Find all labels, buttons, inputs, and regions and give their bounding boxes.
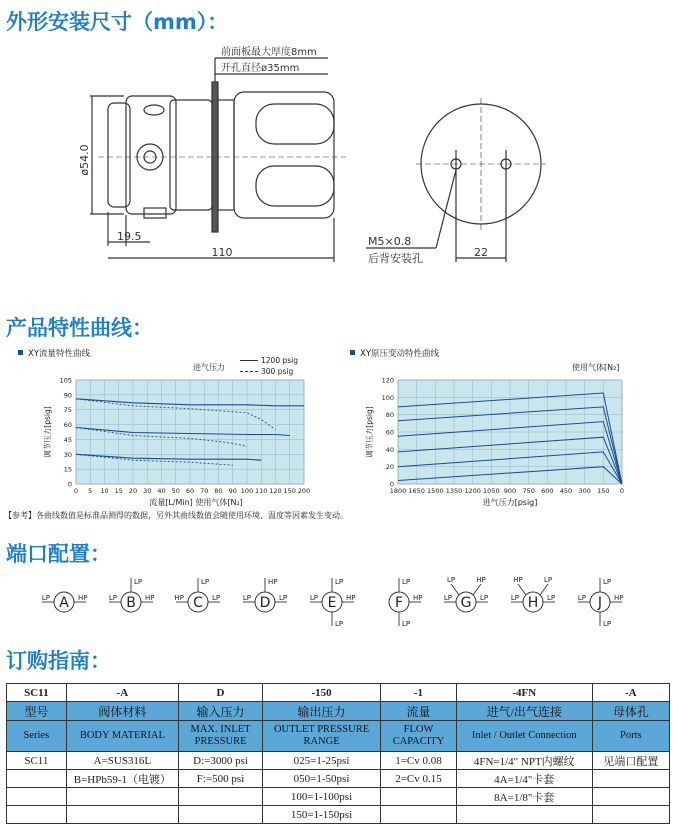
chart-pressure-xtick: 1800	[389, 487, 407, 495]
table-cell: B=HPb59-1（电镀）	[66, 770, 178, 788]
port-label: HP	[614, 594, 624, 602]
port-config-b	[109, 578, 155, 612]
chart-pressure-ytick: 100	[381, 393, 394, 402]
table-cell	[592, 788, 669, 806]
chart-pressure-xtick: 300	[578, 487, 591, 495]
table-cell	[592, 770, 669, 788]
chart-flow-xtick: 10	[100, 487, 109, 495]
table-row-codes	[7, 684, 670, 702]
chart-flow-xtick: 120	[269, 487, 282, 495]
table-cell: 阀体材料	[66, 702, 178, 721]
table-cell: A=SUS316L	[66, 752, 178, 770]
port-letter: H	[527, 595, 539, 611]
port-label: HP	[513, 576, 523, 584]
section-title-ordering: 订购指南：	[6, 649, 111, 673]
section-title-curves: 产品特性曲线：	[6, 316, 153, 340]
table-cell	[179, 788, 263, 806]
chart-flow-xtick: 0	[73, 487, 79, 495]
table-row	[7, 806, 670, 824]
chart-flow-xtick: 30	[143, 487, 152, 495]
port-label: HP	[413, 594, 423, 602]
table-cell	[66, 806, 178, 824]
port-letter: F	[394, 595, 404, 611]
table-cell	[381, 788, 457, 806]
table-cell: -1	[381, 684, 457, 702]
port-letter: E	[327, 595, 337, 611]
port-letter: B	[126, 595, 136, 611]
table-cell: D	[179, 684, 263, 702]
port-label: LP	[309, 594, 318, 602]
table-row-headers-en	[7, 721, 670, 752]
table-cell: 8A=1/8"卡套	[456, 788, 592, 806]
chart-flow-xtick: 200	[297, 487, 311, 495]
table-cell: -4FN	[456, 684, 592, 702]
table-cell: -A	[66, 684, 178, 702]
dim-22-label: 22	[474, 246, 488, 259]
port-letter: C	[193, 595, 203, 611]
order-table	[6, 683, 670, 824]
chart-pressure-xtick: 600	[541, 487, 554, 495]
table-cell: 150=1-150psi	[263, 806, 381, 824]
port-config-e	[310, 578, 356, 628]
chart-flow-legend-2: 300 psig	[240, 367, 293, 376]
table-cell: 2=Cv 0.15	[381, 770, 457, 788]
port-configurations	[0, 568, 678, 638]
table-cell: 1=Cv 0.08	[381, 752, 457, 770]
port-letter: A	[59, 595, 69, 611]
table-cell	[7, 788, 67, 806]
table-cell: Ports	[592, 721, 669, 752]
chart-pressure-xtick: 1650	[408, 487, 425, 495]
port-label: LP	[603, 578, 612, 586]
port-label: HP	[476, 576, 486, 584]
chart-flow-xtick: 60	[185, 487, 195, 495]
chart-flow-xtick: 110	[255, 487, 268, 495]
port-label: LP	[480, 594, 489, 602]
table-cell: -150	[263, 684, 381, 702]
chart-flow-xtick: 90	[228, 487, 237, 495]
chart-pressure-ytick: 120	[381, 376, 394, 385]
port-label: LP	[443, 594, 452, 602]
chart-flow-xtick: 40	[157, 487, 166, 495]
chart-flow-xtick: 80	[214, 487, 223, 495]
table-cell: OUTLET PRESSURE RANGE	[263, 721, 381, 752]
section-title-dimensions: 外形安装尺寸（mm）：	[6, 10, 229, 34]
chart-flow-xtick: 5	[88, 487, 93, 495]
dim-110-label: 110	[211, 246, 233, 259]
port-label: LP	[446, 576, 456, 584]
chart-pressure-xtick: 900	[503, 487, 517, 495]
port-config-d	[243, 578, 287, 612]
chart-flow-xtick: 50	[171, 487, 180, 495]
table-cell: 母体孔	[592, 702, 669, 721]
port-label: HP	[174, 594, 184, 602]
chart-flow-plot	[40, 372, 320, 512]
dim-19-5-label: 19.5	[117, 230, 142, 243]
chart-pressure-ytick: 20	[385, 463, 394, 472]
port-label: LP	[201, 578, 210, 586]
reference-note: 【参考】各曲线数值是标准品测得的数据，另外其曲线数值会随使用环境、温度等因素发生变动。	[4, 511, 348, 520]
port-label: LP	[134, 578, 143, 586]
port-config-c	[175, 578, 221, 612]
table-cell: 型号	[7, 702, 67, 721]
table-cell: -A	[592, 684, 669, 702]
chart-pressure-xtick: 1050	[483, 487, 500, 495]
table-cell: 输出压力	[263, 702, 381, 721]
chart-flow-title: XY流量特性曲线	[18, 347, 90, 359]
table-cell: SC11	[7, 684, 67, 702]
port-config-a	[42, 592, 88, 612]
chart-pressure-xtick: 150	[597, 487, 610, 495]
chart-flow-xtick: 100	[240, 487, 254, 495]
table-cell: 见端口配置	[592, 752, 669, 770]
table-cell: FLOW CAPACITY	[381, 721, 457, 752]
port-label: LP	[212, 594, 221, 602]
chart-pressure-xtick: 1500	[427, 487, 444, 495]
chart-flow-xtick: 150	[283, 487, 296, 495]
chart-pressure-ytick: 0	[389, 480, 394, 489]
chart-flow-ylabel: 调节压力[psig]	[43, 406, 52, 458]
port-label: LP	[543, 576, 553, 584]
port-label: LP	[402, 578, 411, 586]
chart-pressure-xtick: 750	[522, 487, 535, 495]
port-label: LP	[279, 594, 288, 602]
table-cell: 025=1-25psi	[263, 752, 381, 770]
port-label: LP	[41, 594, 50, 602]
dimension-drawing	[0, 35, 678, 300]
thread-label: M5×0.8	[368, 235, 412, 248]
port-label: LP	[603, 620, 612, 628]
table-cell	[592, 806, 669, 824]
chart-flow-legend-1: 1200 psig	[240, 356, 298, 365]
port-label: LP	[547, 594, 556, 602]
table-cell: 4A=1/4"卡套	[456, 770, 592, 788]
table-cell: 进气/出气连接	[456, 702, 592, 721]
diameter-label: ø54.0	[78, 144, 91, 176]
chart-pressure-ytick: 80	[385, 411, 394, 420]
port-label: LP	[335, 578, 344, 586]
chart-flow-xlabel: 流量[L/Min] 使用气体[N₂]	[149, 498, 243, 507]
table-cell	[7, 806, 67, 824]
chart-flow-ytick: 60	[63, 421, 72, 430]
chart-pressure-ytick: 40	[385, 445, 394, 454]
chart-flow-ytick: 0	[67, 480, 72, 489]
bullet-square-icon	[18, 350, 23, 355]
table-cell: 流量	[381, 702, 457, 721]
chart-pressure-xtick: 1350	[445, 487, 463, 495]
section-title-ports: 端口配置：	[6, 542, 111, 566]
table-cell: BODY MATERIAL	[66, 721, 178, 752]
table-cell: SC11	[7, 752, 67, 770]
chart-pressure-title: XY原压变动特性曲线	[350, 347, 439, 359]
table-cell: 输入压力	[179, 702, 263, 721]
chart-pressure-gas: 使用气体[N₂]	[572, 363, 620, 372]
port-label: LP	[108, 594, 117, 602]
table-cell: 4FN=1/4" NPT内螺纹	[456, 752, 592, 770]
port-arrow-line	[518, 584, 526, 595]
table-cell: Inlet / Outlet Connection	[456, 721, 592, 752]
chart-flow-xtick: 15	[114, 487, 123, 495]
port-label: HP	[346, 594, 356, 602]
chart-pressure-xlabel: 进气压力[psig]	[482, 498, 538, 507]
chart-pressure-xtick: 450	[559, 487, 573, 495]
chart-pressure-ytick: 60	[385, 428, 394, 437]
table-row	[7, 752, 670, 770]
table-cell: D:=3000 psi	[179, 752, 263, 770]
table-cell: 100=1-100psi	[263, 788, 381, 806]
table-cell	[456, 806, 592, 824]
chart-flow-ytick: 90	[63, 391, 72, 400]
port-config-g	[444, 576, 488, 612]
hole-diameter-label: 开孔直径ø35mm	[221, 63, 300, 74]
chart-flow-ytick: 45	[63, 435, 72, 444]
chart-flow-legend-label: 进气压力	[193, 363, 225, 372]
table-cell	[179, 806, 263, 824]
port-config-f	[389, 578, 423, 628]
port-label: LP	[335, 620, 344, 628]
port-letter: D	[259, 595, 271, 611]
table-cell: Series	[7, 721, 67, 752]
port-label: LP	[577, 594, 586, 602]
table-row-headers-cn	[7, 702, 670, 721]
port-label: LP	[402, 620, 411, 628]
chart-flow-xtick: 70	[200, 487, 209, 495]
port-config-j	[578, 578, 624, 628]
chart-flow-ytick: 105	[59, 376, 72, 385]
table-cell: F:=500 psi	[179, 770, 263, 788]
table-row	[7, 788, 670, 806]
rear-mount-label: 后背安装孔	[368, 252, 423, 265]
port-label: HP	[268, 578, 278, 586]
table-cell: 050=1-50psi	[263, 770, 381, 788]
port-arrow-line	[451, 584, 459, 595]
chart-pressure-xtick: 1200	[464, 487, 481, 495]
table-row	[7, 770, 670, 788]
port-label: LP	[510, 594, 519, 602]
panel-thickness-label: 前面板最大厚度8mm	[221, 47, 317, 58]
chart-pressure-xtick: 0	[619, 487, 625, 495]
table-cell	[66, 788, 178, 806]
port-label: HP	[78, 594, 88, 602]
port-letter: G	[460, 595, 472, 611]
port-config-h	[511, 576, 555, 612]
chart-pressure-ylabel: 调节压力[psig]	[365, 406, 374, 458]
bullet-square-icon	[350, 350, 355, 355]
chart-flow-ytick: 75	[63, 406, 72, 415]
port-label: HP	[145, 594, 155, 602]
table-cell	[7, 770, 67, 788]
chart-flow-ytick: 30	[63, 450, 72, 459]
table-cell: MAX. INLET PRESSURE	[179, 721, 263, 752]
port-letter: J	[597, 595, 603, 611]
chart-flow-xtick: 20	[128, 487, 138, 495]
chart-flow-ytick: 15	[63, 465, 72, 474]
port-label: LP	[242, 594, 251, 602]
table-cell	[381, 806, 457, 824]
chart-pressure-plot	[362, 372, 652, 512]
